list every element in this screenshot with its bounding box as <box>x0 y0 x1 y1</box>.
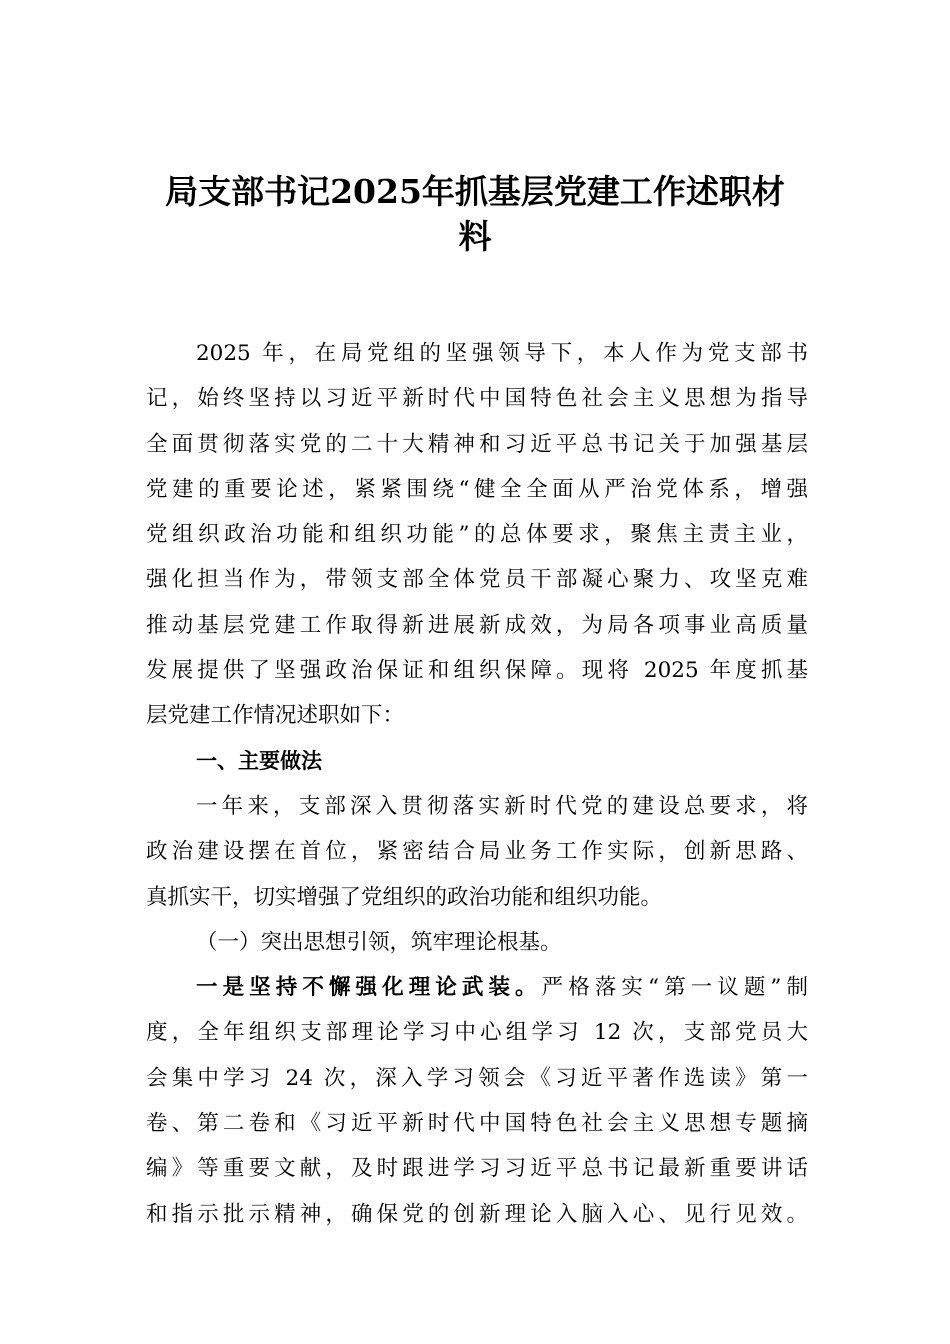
point-1-first-line-rest: 严格落实“第一议题”制 <box>541 975 808 1001</box>
intro-line: 发展提供了坚强政治保证和组织保障。现将 2025 年度抓基 <box>146 658 808 684</box>
title-line-1: 局支部书记2025年抓基层党建工作述职材 <box>165 172 785 211</box>
intro-line: 党组织政治功能和组织功能”的总体要求，聚焦主责主业， <box>146 522 808 548</box>
point-1-bold-lead: 一是坚持不懈强化理论武装。 <box>196 975 542 1001</box>
subsection-heading-thought-leadership: （一）突出思想引领，筑牢理论根基。 <box>196 929 562 955</box>
intro-paragraph <box>146 331 808 739</box>
intro-line: 层党建工作情况述职如下： <box>146 703 405 729</box>
intro-line: 记，始终坚持以习近平新时代中国特色社会主义思想为指导 <box>146 386 808 412</box>
point-1-line: 和指示批示精神，确保党的创新理论入脑入心、见行见效。 <box>146 1201 808 1227</box>
point-1-line: 会集中学习 24 次，深入学习领会《习近平著作选读》第一 <box>146 1065 808 1091</box>
point-1-first-line <box>146 965 808 1010</box>
intro-line: 2025 年，在局党组的坚强领导下，本人作为党支部书 <box>196 341 808 366</box>
section-1-line: 政治建设摆在首位，紧密结合局业务工作实际，创新思路、 <box>146 839 808 865</box>
document-title <box>145 158 805 257</box>
point-1-line: 卷、第二卷和《习近平新时代中国特色社会主义思想专题摘 <box>146 1111 808 1137</box>
intro-line: 强化担当作为，带领支部全体党员干部凝心聚力、攻坚克难 <box>146 567 808 593</box>
section-heading-main-practices: 一、主要做法 <box>196 748 322 773</box>
intro-line: 推动基层党建工作取得新进展新成效，为局各项事业高质量 <box>146 612 808 638</box>
point-1-line: 度，全年组织支部理论学习中心组学习 12 次，支部党员大 <box>146 1020 808 1046</box>
document-body <box>146 331 808 1237</box>
intro-line: 全面贯彻落实党的二十大精神和习近平总书记关于加强基层 <box>146 431 808 457</box>
title-line-2: 料 <box>458 217 492 257</box>
point-1-paragraph <box>146 965 808 1237</box>
section-1-line: 一年来，支部深入贯彻落实新时代党的建设总要求，将 <box>196 793 808 819</box>
intro-line: 党建的重要论述，紧紧围绕“健全全面从严治党体系，增强 <box>146 476 808 502</box>
section-1-paragraph <box>146 784 808 920</box>
point-1-line: 编》等重要文献，及时跟进学习习近平总书记最新重要讲话 <box>146 1156 808 1182</box>
section-1-line: 真抓实干，切实增强了党组织的政治功能和组织功能。 <box>146 884 663 910</box>
